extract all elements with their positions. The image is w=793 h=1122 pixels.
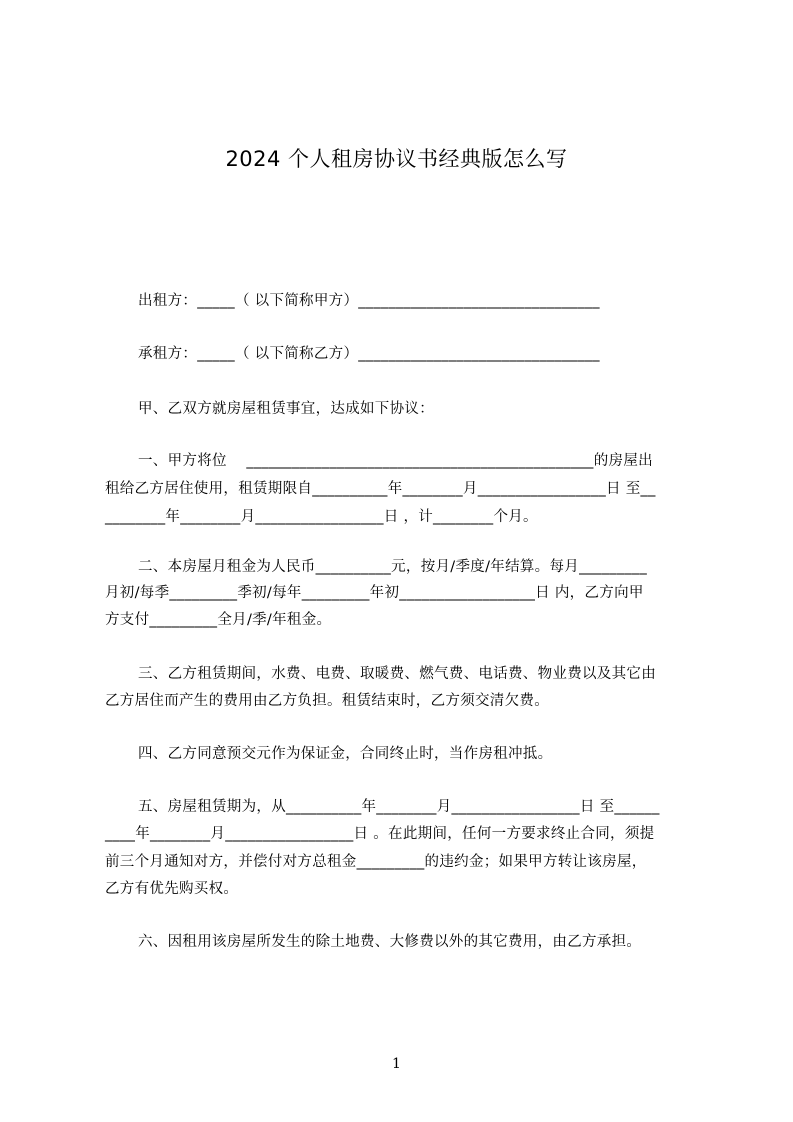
clause-5-line-2: ____年________月_________________日 。在此期间，任何一方要求终止合同，须提 <box>105 826 655 842</box>
clause-1-line-3: ________年________月_________________日 ，计________个月。 <box>105 509 538 525</box>
clause-2-line-1: 二、本房屋月租金为人民币__________元，按月/季度/年结算。每月_________ <box>138 559 648 575</box>
clause-5-line-1: 五、房屋租赁期为，从__________年________月_________________日 至______ <box>138 799 660 815</box>
clause-4: 四、乙方同意预交元作为保证金，合同终止时，当作房租冲抵。 <box>138 746 553 762</box>
clause-1-line-2: 租给乙方居住使用，租赁期限自__________年________月_________________日 至__ <box>105 481 656 497</box>
lessor-line: 出租方：_____（ 以下简称甲方）________________________________ <box>138 293 600 309</box>
clause-2-line-2: 月初/每季_________季初/每年_________年初__________________日 内，乙方向甲 <box>105 585 644 601</box>
intro-line: 甲、乙双方就房屋租赁事宜，达成如下协议： <box>138 401 434 417</box>
clause-2-line-3: 方支付_________全月/季/年租金。 <box>105 612 332 628</box>
lessee-line: 承租方：_____（ 以下简称乙方）________________________________ <box>138 346 600 362</box>
clause-3-line-1: 三、乙方租赁期间，水费、电费、取暖费、燃气费、电话费、物业费以及其它由 <box>138 666 656 682</box>
page-number: 1 <box>392 1056 401 1072</box>
clause-5-line-4: 乙方有优先购买权。 <box>105 881 239 897</box>
clause-3-line-2: 乙方居住而产生的费用由乙方负担。租赁结束时，乙方须交清欠费。 <box>105 693 549 709</box>
clause-6: 六、因租用该房屋所发生的除土地费、大修费以外的其它费用，由乙方承担。 <box>138 934 642 950</box>
document-title: 2024 个人租房协议书经典版怎么写 <box>225 147 568 171</box>
clause-5-line-3: 前三个月通知对方，并偿付对方总租金_________的违约金；如果甲方转让该房屋， <box>105 854 647 870</box>
clause-1-line-1: 一、甲方将位 ______________________________________________的房屋出 <box>138 453 653 469</box>
